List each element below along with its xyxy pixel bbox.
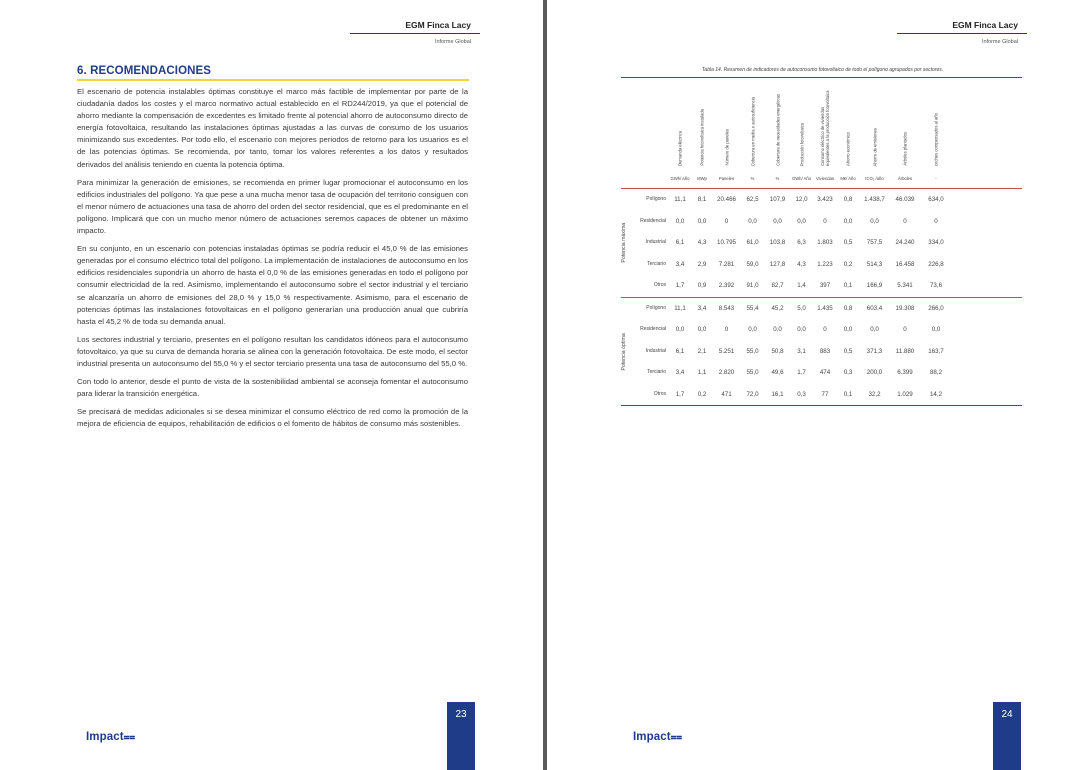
table-cell: 14,2 (929, 390, 943, 398)
table-cell: 0,0 (931, 326, 941, 333)
header-subtitle: Informe Global (434, 39, 471, 45)
table-cell: 1,7 (675, 390, 685, 398)
table-cell: 166,9 (866, 282, 883, 289)
table-cell: 12,0 (795, 196, 808, 203)
table-cell: 10.795 (717, 239, 736, 246)
row-label: Industrial (645, 239, 666, 245)
table-cell: 0 (934, 217, 938, 225)
table-cell: 1,7 (797, 369, 806, 376)
table-cell: 2.392 (718, 282, 735, 289)
header-subtitle: Informe Global (981, 39, 1018, 45)
table-cell: 6,3 (797, 239, 806, 246)
paragraph: En su conjunto, en un escenario con potencias instaladas óptimas se podría reducir el 45,0 % de las emisiones generadas por el consumo eléctrico total del polígono. La implementación de instalaciones de autoconsumo en los edificios residenciales supondría un ahorro de hasta el 0,0 % de las emisiones generadas en todo el polígono por consumir electricidad de la red. Asimismo, implementando el autoconsumo sobre el sector industrial y el terciario se alcanzaría un ahorro de emisiones del 28,0 % y 15,0 % respectivamente. Asimismo, para el escenario de potencias óptimas las instalaciones fotovoltaicas en el polígono generarían una producción anual que cubriría hasta el 45,2 % de toda su demanda anual. (77, 244, 468, 326)
table-cell: 49,6 (771, 369, 784, 376)
column-unit: % (750, 176, 755, 181)
table-cell: 59,0 (746, 260, 759, 268)
table-cell: 0 (724, 326, 729, 333)
row-label: Terciario (647, 369, 666, 375)
column-header-label: Árboles plantados (902, 132, 908, 166)
table-cell: 73,6 (929, 282, 943, 289)
column-unit: GWh/ Año (791, 176, 812, 181)
table-cell: 50,8 (771, 347, 784, 355)
summary-table (621, 77, 1022, 406)
column-header (669, 78, 691, 176)
logo-mark-icon: ⩵ (123, 732, 136, 743)
table-cell: 24.240 (895, 239, 915, 246)
table-cell: 16.458 (895, 260, 915, 268)
table-cell: 0,1 (843, 390, 853, 398)
table-cell: 5.341 (897, 282, 913, 289)
table-group (621, 189, 1022, 297)
table-cell: 77 (821, 390, 829, 398)
table-cell: 0,9 (697, 282, 707, 289)
page-24 (547, 0, 1090, 770)
table-caption: Tabla 14. Resumen de indicadores de autoconsumo fotovoltaico de todo el polígono agrupados por sectores. (701, 67, 944, 73)
table-header-row (621, 78, 1022, 176)
table-row (621, 319, 1022, 341)
table-cell: 6.399 (897, 369, 913, 376)
table-cell: 1.803 (817, 239, 833, 246)
header-rule (350, 33, 480, 34)
table-cell: 0,3 (797, 390, 806, 398)
row-label: Otros (653, 282, 666, 288)
table-cell: 11,1 (674, 196, 686, 203)
table-cell: 883 (819, 347, 831, 355)
row-label: Residencial (640, 326, 666, 332)
table-cell: 82,7 (771, 282, 784, 289)
table-cell: 62,5 (746, 196, 759, 203)
row-label: Terciario (647, 260, 666, 267)
paragraph: Con todo lo anterior, desde el punto de vista de la sostenibilidad ambiental se aconseja fomentar el autoconsumo para liderar la transición energética. (77, 377, 468, 399)
column-header-label: Cobertura de necesidades energéticas (775, 94, 780, 166)
row-label: Residencial (640, 217, 666, 224)
table-cell: 1.223 (817, 260, 833, 268)
table-row (621, 189, 1022, 211)
table-cell: 7.281 (718, 260, 735, 268)
table-header-spacer (621, 78, 631, 176)
table-row (621, 298, 1022, 320)
table-cell: 0,0 (797, 326, 806, 333)
table-cell: 0,0 (870, 217, 879, 225)
column-header (837, 78, 859, 176)
column-header (890, 78, 920, 176)
impact-logo (633, 731, 682, 743)
section-title-underline (77, 79, 469, 81)
column-header (813, 78, 837, 176)
table-cell: 45,2 (771, 304, 784, 312)
column-header-label: Ahorro de emisiones (872, 127, 877, 166)
table-cell: 0 (903, 326, 907, 333)
table-cell: 371,3 (866, 347, 883, 355)
table-row (621, 362, 1022, 384)
table-cell: 397 (819, 282, 831, 289)
table-cell: 0,5 (843, 239, 853, 246)
table-cell: 55,0 (746, 369, 759, 376)
table-cell: 6,1 (675, 239, 685, 246)
table-cell: 0,0 (697, 326, 707, 333)
row-label: Otros (653, 390, 666, 397)
impact-logo (86, 731, 135, 743)
column-header (790, 78, 813, 176)
table-cell: 1.435 (817, 304, 833, 312)
table-cell: 88,2 (929, 369, 943, 376)
table-cell: 226,8 (928, 260, 944, 268)
table-cell: 0,0 (870, 326, 879, 333)
table-cell: 514,3 (866, 260, 883, 268)
table-body (621, 189, 1022, 405)
table-header-spacer (631, 78, 669, 176)
table-row (621, 211, 1022, 233)
table-cell: 127,8 (769, 260, 786, 268)
table-cell: 3,4 (675, 369, 685, 376)
table-units-row (621, 176, 1022, 188)
table-cell: 5,0 (797, 304, 806, 312)
table-cell: 163,7 (928, 347, 944, 355)
column-header (713, 78, 740, 176)
table-cell: 4,3 (697, 239, 707, 246)
table-cell: 1,4 (797, 282, 806, 289)
table-cell: 0,0 (843, 326, 853, 333)
column-unit: M€/ Año (840, 176, 856, 181)
column-header (859, 78, 890, 176)
table-row (621, 384, 1022, 406)
table-cell: 3,4 (697, 304, 707, 312)
table-cell: 0 (903, 217, 907, 225)
table-cell: 20.466 (717, 196, 736, 203)
header-company: EGM Finca Lacy (405, 20, 471, 30)
row-label: Industrial (645, 347, 666, 354)
table-cell: 0,0 (773, 326, 782, 333)
table-cell: 1,7 (675, 282, 685, 289)
table-cell: 11,1 (674, 304, 686, 312)
table-unit-spacer (631, 176, 669, 188)
page-number: 24 (993, 702, 1021, 770)
table-unit-spacer (621, 176, 631, 188)
table-cell: 0,0 (697, 217, 707, 225)
table-cell: 3,4 (675, 260, 685, 268)
table-cell: 107,9 (769, 196, 786, 203)
table-cell: 19.308 (895, 304, 915, 312)
row-label: Polígono (646, 304, 666, 311)
table-cell: 3.423 (817, 196, 833, 203)
table-cell: 2,9 (697, 260, 707, 268)
table-cell: 0,0 (675, 326, 685, 333)
header-company: EGM Finca Lacy (952, 20, 1018, 30)
table-cell: 5.251 (718, 347, 735, 355)
table-row (621, 254, 1022, 276)
table-cell: 266,0 (928, 304, 944, 312)
table-cell: 603,4 (866, 304, 883, 312)
table-cell: 32,2 (868, 390, 881, 398)
table-cell: 757,5 (866, 239, 883, 246)
table-cell: 0,2 (697, 390, 707, 398)
table-cell: 0 (823, 217, 827, 225)
table-cell: 0 (823, 326, 827, 333)
table-row (621, 275, 1022, 297)
paragraph: Los sectores industrial y terciario, presentes en el polígono resultan los candidatos idóneos para el autoconsumo fotovoltaico, ya que su curva de demanda horaria se alinea con la generación fotovoltaica. De este modo, el sector industrial presenta un autoconsumo del 55,0 % y el sector terciario presenta una tasa de autoconsumo del 55,0 %. (77, 334, 468, 368)
table-cell: 0 (724, 217, 729, 225)
table-cell: 0,0 (748, 217, 757, 225)
table-row (621, 341, 1022, 363)
table-cell: 471 (721, 390, 732, 398)
page-header (952, 20, 1018, 45)
table-cell: 0,0 (797, 217, 806, 225)
column-unit: Viviendas (815, 176, 835, 181)
column-header-label: coches compensados al año (933, 112, 939, 166)
column-unit: % (775, 176, 780, 181)
table-cell: 2.820 (718, 369, 735, 376)
body-text (77, 86, 468, 436)
column-header-label: Ahorro económico (845, 132, 851, 166)
row-label: Polígono (646, 196, 666, 202)
table-cell: 72,0 (746, 390, 759, 398)
column-header-label: Consumo eléctrico de viviendas equivalentes a la producción fotovoltaica (820, 90, 830, 166)
table-cell: 474 (819, 369, 831, 376)
group-label: Potencia óptima (621, 332, 627, 370)
table-cell: 0,5 (843, 347, 853, 355)
table-cell: 3,1 (797, 347, 806, 355)
table-cell: 334,0 (928, 239, 944, 246)
table-cell: 6,1 (675, 347, 685, 355)
table-cell: 4,3 (797, 260, 806, 268)
header-rule (897, 33, 1027, 34)
table-cell: 1.438,7 (864, 196, 885, 203)
table-cell: 55,4 (746, 304, 759, 312)
table-cell: 103,8 (769, 239, 786, 246)
table-cell: 0,8 (843, 196, 853, 203)
table-bottom-rule (621, 405, 1022, 406)
column-header-label: Demanda eléctrica (677, 131, 683, 166)
logo-text: Impact (86, 731, 124, 743)
logo-text: Impact (633, 731, 671, 743)
page-header (405, 20, 471, 45)
column-unit: Árboles (897, 176, 913, 181)
table-cell: 8.543 (718, 304, 735, 312)
logo-mark-icon: ⩵ (670, 732, 683, 743)
column-unit: GWh/ año (670, 176, 690, 181)
table-cell: 55,0 (746, 347, 759, 355)
table-cell: 2,1 (697, 347, 707, 355)
table-cell: 0,0 (843, 217, 853, 225)
table-cell: 0,0 (675, 217, 685, 225)
table-group (621, 297, 1022, 406)
column-unit: MWp (697, 176, 707, 181)
table-cell: 61,0 (746, 239, 759, 246)
table-cell: 200,0 (866, 369, 883, 376)
table-cell: 1.029 (897, 390, 913, 398)
table-cell: 0,8 (843, 304, 853, 312)
group-label: Potencia máxima (621, 222, 627, 263)
table-cell: 0,1 (843, 282, 853, 289)
table-cell: 16,1 (771, 390, 784, 398)
column-header-label: Potencia fotovoltaica instalada (699, 109, 705, 166)
column-header-label: Número de paneles (724, 129, 729, 166)
column-unit: tCO₂ /año (865, 176, 884, 181)
table-cell: 11.880 (895, 347, 915, 355)
table-cell: 634,0 (928, 196, 944, 203)
table-cell: 1,1 (697, 369, 707, 376)
paragraph: Para minimizar la generación de emisiones, se recomienda en primer lugar promocionar el autoconsumo en los edificios industriales del polígono. Ya que pese a una mucha menor tasa de ocupación del territorio consiguen con el menor número de actuaciones una tasa de ahorro del orden del sector residencial, que es el predominante en el polígono. Implicará que con un mucho menor número de actuaciones seremos capaces de obtener un máximo impacto. (77, 177, 468, 236)
column-header (740, 78, 765, 176)
column-unit: Paneles (718, 176, 735, 181)
paragraph: Se precisará de medidas adicionales si se desea minimizar el consumo eléctrico de red como la promoción de la mejora de eficiencia de equipos, rehabilitación de edificios o el fomento de hábitos de consumo más sostenibles. (77, 407, 468, 429)
section-title: 6. RECOMENDACIONES (77, 65, 212, 77)
table-cell: 0,3 (843, 369, 853, 376)
table-cell: 91,0 (746, 282, 759, 289)
column-header (765, 78, 790, 176)
page-23 (0, 0, 543, 770)
table-cell: 0,2 (843, 260, 853, 268)
table-row (621, 232, 1022, 254)
column-header-label: Cobertura en media o autosuficiencia (750, 96, 755, 166)
table-cell: 46.039 (895, 196, 915, 203)
paragraph: El escenario de potencia instalables óptimas constituye el marco más factible de implementar por parte de la ciudadanía dados los costes y el marco normativo actual establecido en el RD244/2019, ya que el potencial de ahorro mediante la compensación de excedentes es limitado frente al potencial ahorro de autoconsumo directo de energía fotovoltaica, resultando las instalaciones óptimas ajustadas a las curvas de consumo de los usuarios minimizando sus excedentes. Por todo ello, el escenario con mejores periodos de retorno para los usuarios es el de las potencias óptimas. Se recomienda, por tanto, tomar los valores referentes a los datos y resultados derivados del análisis teniendo en cuenta la potencia óptima. (77, 87, 468, 169)
table-cell: 0,0 (773, 217, 782, 225)
table-cell: 8,1 (697, 196, 707, 203)
page-number: 23 (447, 702, 475, 770)
column-header (920, 78, 952, 176)
column-header (691, 78, 713, 176)
column-header-label: Producción fotovoltaica (799, 122, 804, 166)
column-unit: - (935, 176, 937, 181)
table-cell: 0,0 (748, 326, 757, 333)
